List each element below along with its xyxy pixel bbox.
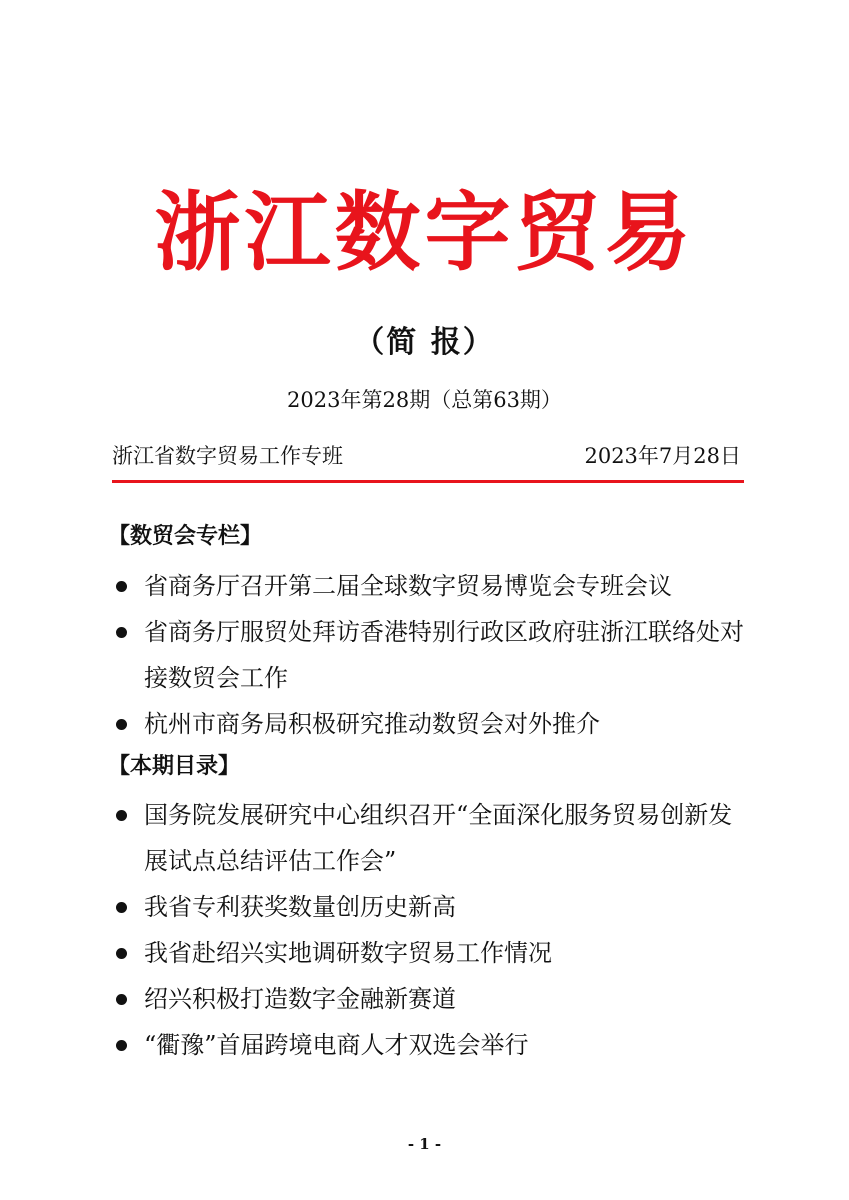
list-item-text: 杭州市商务局积极研究推动数贸会对外推介 xyxy=(144,710,600,738)
list-item-text: “衢豫”首届跨境电商人才双选会举行 xyxy=(144,1031,529,1059)
toc-section-heading: 【本期目录】 xyxy=(108,754,241,779)
list-item-text: 绍兴积极打造数字金融新赛道 xyxy=(144,985,456,1013)
list-item-text: 省商务厅召开第二届全球数字贸易博览会专班会议 xyxy=(144,572,672,600)
special-section-list xyxy=(112,563,752,747)
issue-number: 2023年第28期（总第63期） xyxy=(287,388,562,412)
issue-date: 2023年7月28日 xyxy=(584,444,741,468)
bullet-icon xyxy=(116,1040,127,1051)
bullet-icon xyxy=(116,719,127,730)
bulletin-title: 浙江数字贸易 xyxy=(154,182,695,283)
bullet-icon xyxy=(116,581,127,592)
list-item xyxy=(112,792,752,884)
list-item-text: 省商务厅服贸处拜访香港特别行政区政府驻浙江联络处对接数贸会工作 xyxy=(144,618,744,692)
bullet-icon xyxy=(116,902,127,913)
list-item xyxy=(112,930,752,976)
list-item-text: 我省专利获奖数量创历史新高 xyxy=(144,893,456,921)
list-item xyxy=(112,701,752,747)
page-number: - 1 - xyxy=(407,1135,442,1153)
list-item-text: 国务院发展研究中心组织召开“全面深化服务贸易创新发展试点总结评估工作会” xyxy=(144,801,733,875)
list-item xyxy=(112,884,752,930)
list-item xyxy=(112,1022,752,1068)
issuing-organization: 浙江省数字贸易工作专班 xyxy=(112,444,343,468)
list-item xyxy=(112,563,752,609)
bullet-icon xyxy=(116,948,127,959)
header-divider xyxy=(112,480,744,483)
list-item xyxy=(112,609,752,701)
bullet-icon xyxy=(116,994,127,1005)
list-item xyxy=(112,976,752,1022)
bulletin-subtitle: （简 报） xyxy=(354,325,495,360)
list-item-text: 我省赴绍兴实地调研数字贸易工作情况 xyxy=(144,939,552,967)
bullet-icon xyxy=(116,810,127,821)
bullet-icon xyxy=(116,627,127,638)
toc-list xyxy=(112,792,752,1068)
special-section-heading: 【数贸会专栏】 xyxy=(108,524,263,549)
